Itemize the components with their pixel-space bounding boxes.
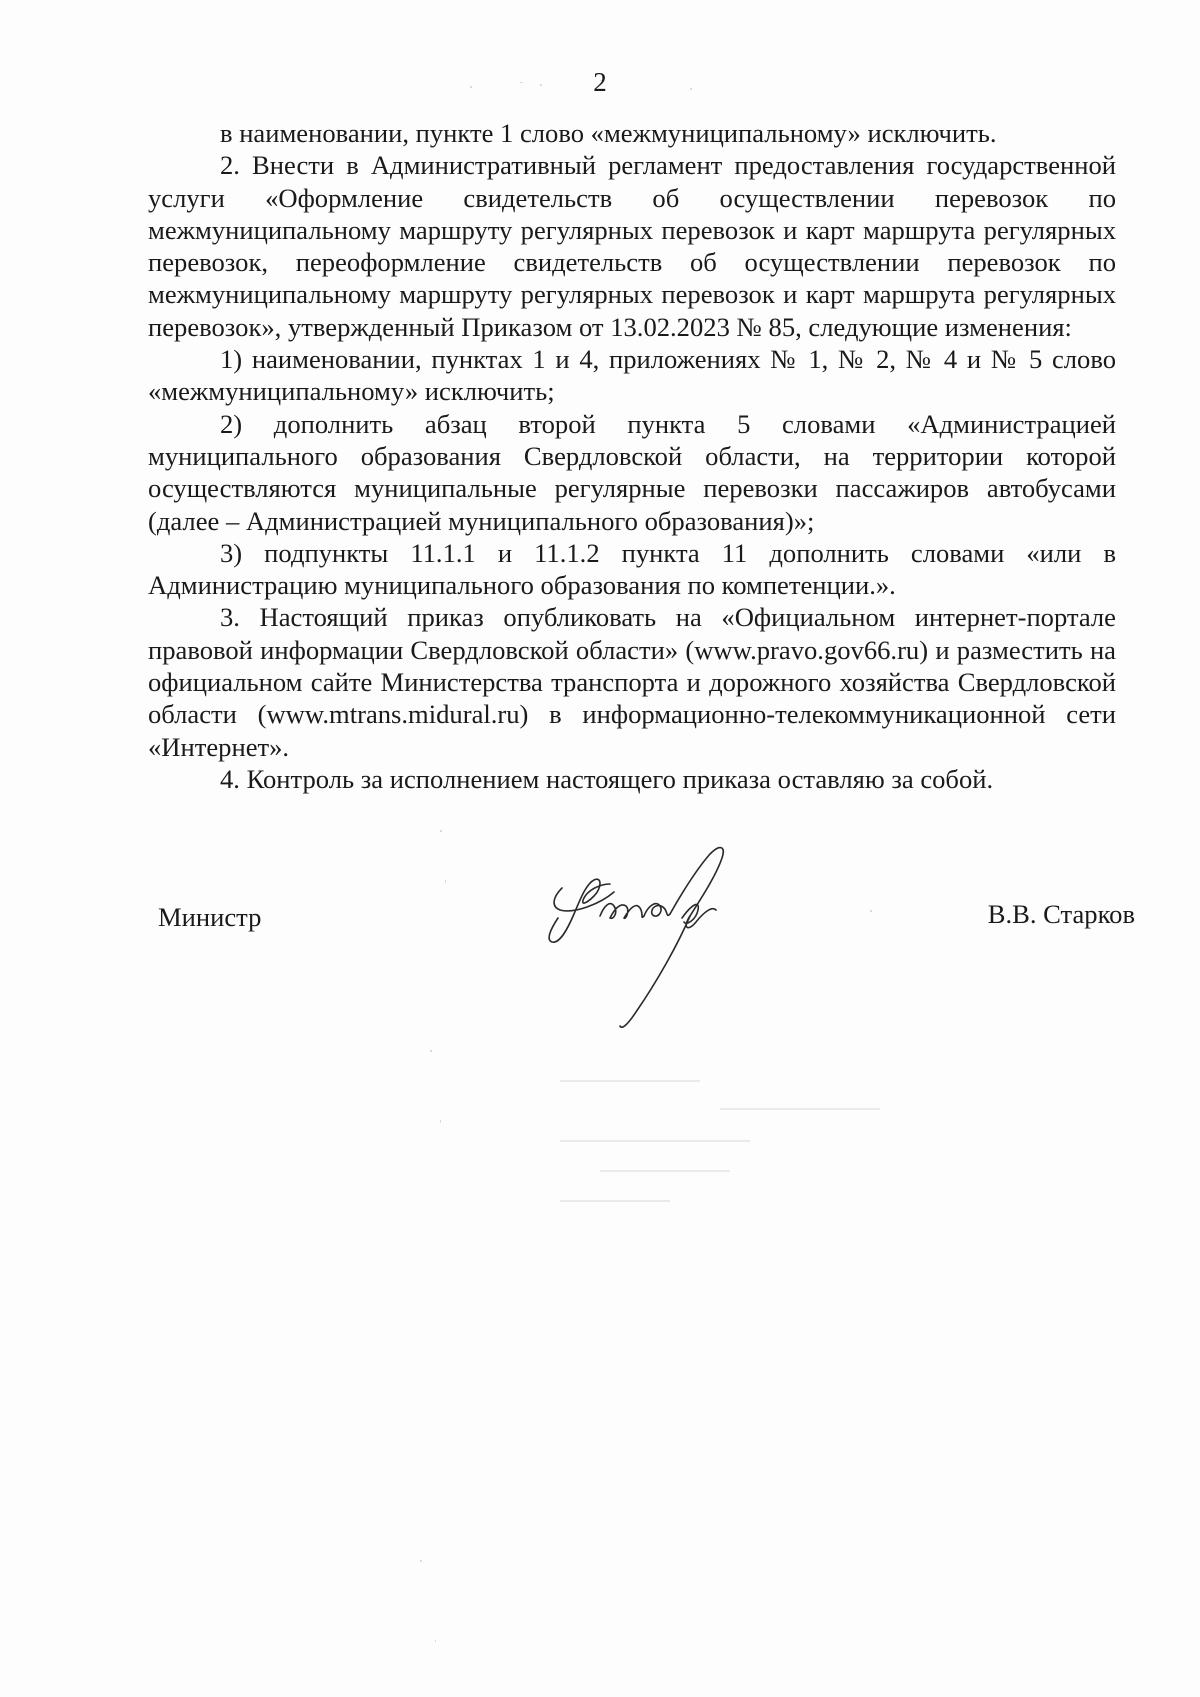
- page-number: 2: [593, 67, 607, 97]
- signer-name: В.В. Старков: [987, 899, 1135, 929]
- signer-position: Министр: [158, 902, 262, 932]
- paragraph-item-2: 2. Внести в Административный регламент предоставления государственной услуги «Оформление свидетельств об осуществлении перевозок по межмуниципальному маршруту регулярных перевозок и карт маршрута регулярных перевозок, переоформление свидетельств об осуществлении перевозок по межмуниципальному маршруту регулярных перевозок и карт маршрута регулярных перевозок», утвержденный Приказом от 13.02.2023 № 85, следующие изменения:: [148, 150, 1116, 342]
- paragraph-subitem-1: 1) наименовании, пунктах 1 и 4, приложениях № 1, № 2, № 4 и № 5 слово «межмуниципальному» исключить;: [148, 344, 1116, 407]
- paragraph-item-4: 4. Контроль за исполнением настоящего приказа оставляю за собой.: [220, 763, 994, 794]
- document-body: [148, 117, 1116, 795]
- paragraph-item-3: 3. Настоящий приказ опубликовать на «Официальном интернет-портале правовой информации Свердловской области» (www.pravo.gov66.ru) и разместить на официальном сайте Министерства транспорта и дорожного хозяйства Свердловской области (www.mtrans.midural.ru) в информационно-телекоммуникационной сети «Интернет».: [148, 602, 1116, 762]
- paragraph-subitem-3: 3) подпункты 11.1.1 и 11.1.2 пункта 11 дополнить словами «или в Администрацию муниципального образования по компетенции.».: [148, 537, 1116, 601]
- paragraph-subitem-2: 2) дополнить абзац второй пункта 5 словами «Администрацией муниципального образования Свердловской области, на территории которой осуществляются муниципальные регулярные перевозки пассажиров автобусами (далее – Администрацией муниципального образования)»;: [148, 408, 1116, 536]
- handwritten-signature: [540, 840, 780, 1040]
- paragraph-continuation: в наименовании, пункте 1 слово «межмуниципальному» исключить.: [220, 118, 997, 148]
